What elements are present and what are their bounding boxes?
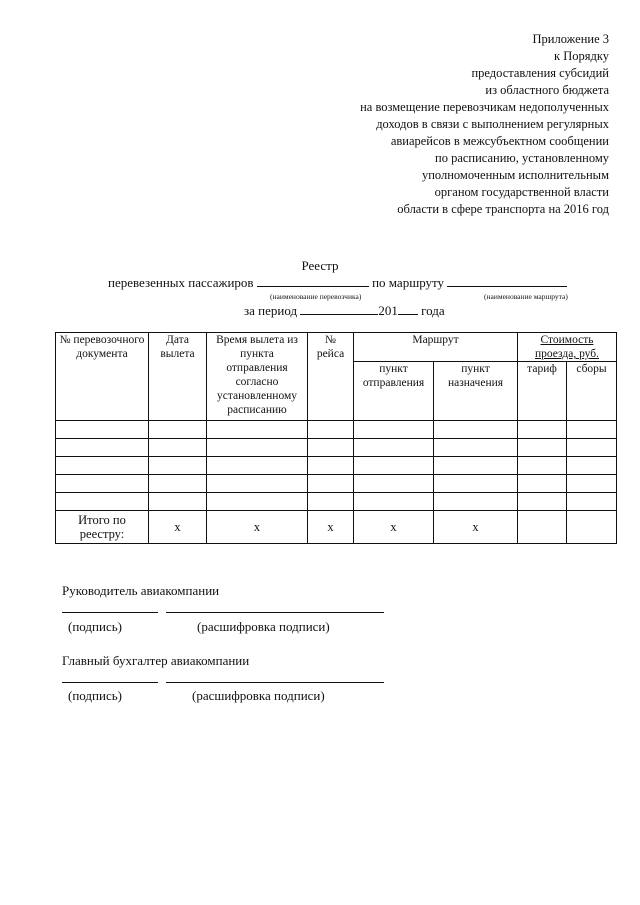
table-cell[interactable] xyxy=(567,421,617,439)
total-mark: х xyxy=(207,511,308,544)
total-label: Итого по реестру: xyxy=(56,511,149,544)
total-mark: х xyxy=(434,511,518,544)
head-sign-line[interactable] xyxy=(62,612,158,613)
table-cell[interactable] xyxy=(56,457,149,475)
head-signature-title: Руководитель авиакомпании xyxy=(62,583,220,598)
table-cell[interactable] xyxy=(207,475,308,493)
table-cell[interactable] xyxy=(518,493,567,511)
carrier-hint: (наименование перевозчика) xyxy=(270,292,362,301)
total-mark: х xyxy=(308,511,354,544)
table-cell[interactable] xyxy=(434,457,518,475)
header-tariff: тариф xyxy=(518,362,567,421)
table-cell[interactable] xyxy=(434,475,518,493)
table-cell[interactable] xyxy=(354,439,434,457)
accountant-sign-line[interactable] xyxy=(62,682,158,683)
route-blank[interactable] xyxy=(447,276,567,287)
appendix-line: области в сфере транспорта на 2016 год xyxy=(397,202,609,216)
appendix-line: уполномоченным исполнительным xyxy=(421,168,609,182)
total-tariff-cell[interactable] xyxy=(518,511,567,544)
table-cell[interactable] xyxy=(207,421,308,439)
table-cell[interactable] xyxy=(308,493,354,511)
table-cell[interactable] xyxy=(518,475,567,493)
appendix-line: по расписанию, установленному xyxy=(435,151,609,165)
document-title: Реестр xyxy=(301,258,339,273)
header-fees: сборы xyxy=(567,362,617,421)
total-fees-cell[interactable] xyxy=(567,511,617,544)
table-cell[interactable] xyxy=(354,475,434,493)
year-blank[interactable] xyxy=(398,304,418,315)
table-cell[interactable] xyxy=(308,457,354,475)
header-route: Маршрут xyxy=(354,333,518,362)
appendix-header xyxy=(229,31,609,218)
accountant-decode-caption: (расшифровка подписи) xyxy=(192,688,325,703)
table-cell[interactable] xyxy=(567,475,617,493)
table-cell[interactable] xyxy=(149,421,207,439)
total-mark: х xyxy=(354,511,434,544)
appendix-line: авиарейсов в межсубъектном сообщении xyxy=(390,134,609,148)
table-row xyxy=(56,439,617,457)
period-prefix: за период xyxy=(244,303,298,318)
table-cell[interactable] xyxy=(354,493,434,511)
table-cell[interactable] xyxy=(434,421,518,439)
subtitle-line xyxy=(108,275,567,291)
appendix-line: органом государственной власти xyxy=(434,185,609,199)
table-cell[interactable] xyxy=(567,457,617,475)
header-flight-number: № рейса xyxy=(308,333,354,421)
period-line xyxy=(244,303,445,319)
table-row xyxy=(56,475,617,493)
table-cell[interactable] xyxy=(354,457,434,475)
table-cell[interactable] xyxy=(56,475,149,493)
header-route-from: пункт отправления xyxy=(354,362,434,421)
total-mark: х xyxy=(149,511,207,544)
accountant-decode-line[interactable] xyxy=(166,682,384,683)
header-route-to: пункт назначения xyxy=(434,362,518,421)
table-row xyxy=(56,421,617,439)
header-doc-number: № перевозочного документа xyxy=(56,333,149,421)
table-cell[interactable] xyxy=(207,493,308,511)
header-cost xyxy=(518,333,617,362)
head-decode-line[interactable] xyxy=(166,612,384,613)
table-cell[interactable] xyxy=(567,439,617,457)
appendix-line: предоставления субсидий xyxy=(471,66,609,80)
table-cell[interactable] xyxy=(56,493,149,511)
head-sign-caption: (подпись) xyxy=(68,619,122,634)
registry-table xyxy=(55,332,617,544)
appendix-line: Приложение 3 xyxy=(532,32,609,46)
table-cell[interactable] xyxy=(518,439,567,457)
table-cell[interactable] xyxy=(207,457,308,475)
header-departure-time: Время вылета из пункта отправления согласно установленному расписанию xyxy=(207,333,308,421)
table-cell[interactable] xyxy=(149,439,207,457)
table-cell[interactable] xyxy=(308,421,354,439)
table-row xyxy=(56,493,617,511)
table-cell[interactable] xyxy=(518,457,567,475)
head-decode-caption: (расшифровка подписи) xyxy=(197,619,330,634)
appendix-line: из областного бюджета xyxy=(485,83,609,97)
year-suffix: года xyxy=(421,303,445,318)
table-cell[interactable] xyxy=(308,475,354,493)
table-cell[interactable] xyxy=(149,493,207,511)
table-cell[interactable] xyxy=(149,475,207,493)
table-row xyxy=(56,457,617,475)
appendix-line: к Порядку xyxy=(554,49,609,63)
table-cell[interactable] xyxy=(149,457,207,475)
table-cell[interactable] xyxy=(207,439,308,457)
appendix-line: доходов в связи с выполнением регулярных xyxy=(376,117,609,131)
subtitle-middle: по маршруту xyxy=(372,275,445,290)
table-cell[interactable] xyxy=(56,421,149,439)
subtitle-prefix: перевезенных пассажиров xyxy=(108,275,254,290)
appendix-line: на возмещение перевозчикам недополученных xyxy=(360,100,609,114)
period-blank[interactable] xyxy=(300,304,378,315)
year-prefix: 201 xyxy=(378,303,398,318)
header-departure-date: Дата вылета xyxy=(149,333,207,421)
total-row xyxy=(56,511,617,544)
table-cell[interactable] xyxy=(567,493,617,511)
table-cell[interactable] xyxy=(354,421,434,439)
table-cell[interactable] xyxy=(518,421,567,439)
accountant-signature-title: Главный бухгалтер авиакомпании xyxy=(62,653,250,668)
route-hint: (наименование маршрута) xyxy=(484,292,568,301)
table-cell[interactable] xyxy=(434,439,518,457)
table-cell[interactable] xyxy=(308,439,354,457)
carrier-blank[interactable] xyxy=(257,276,369,287)
accountant-sign-caption: (подпись) xyxy=(68,688,122,703)
table-cell[interactable] xyxy=(56,439,149,457)
header-cost-text: Стоимость проезда, руб. xyxy=(534,334,599,360)
table-cell[interactable] xyxy=(434,493,518,511)
